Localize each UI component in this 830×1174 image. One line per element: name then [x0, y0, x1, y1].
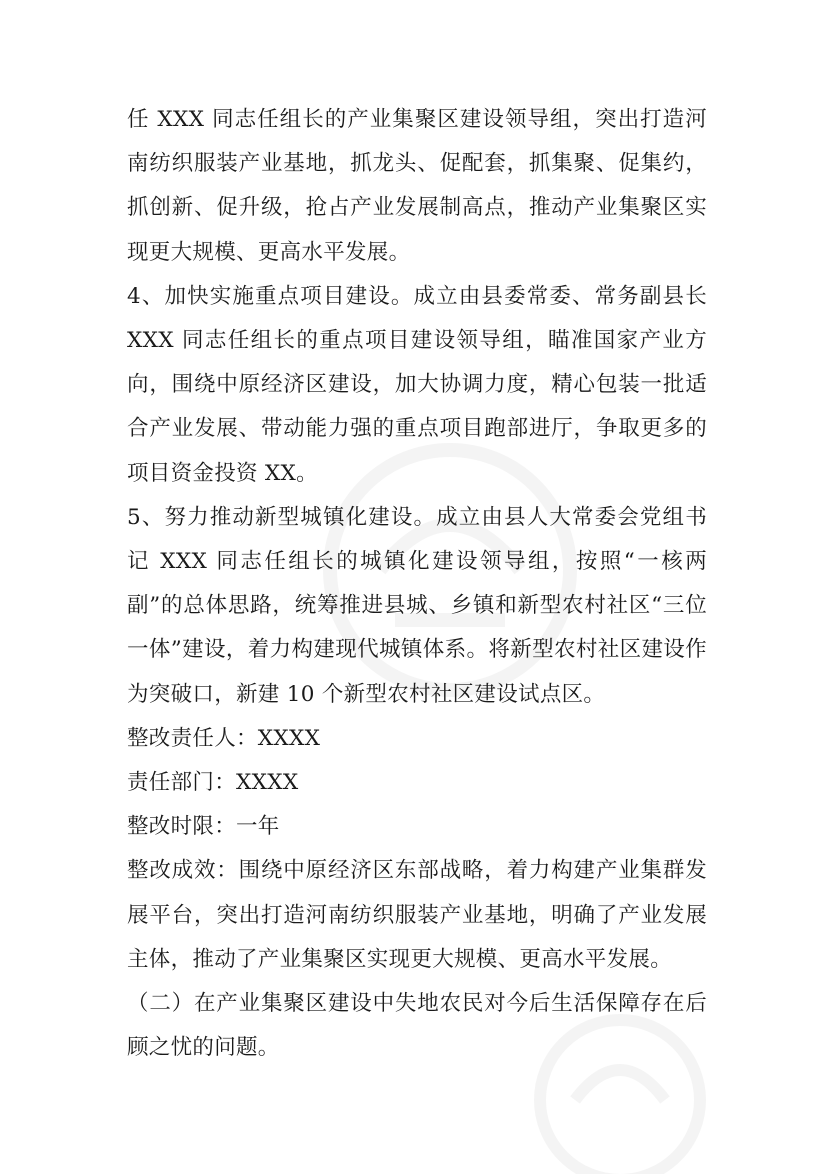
paragraph-key-projects: 4、加快实施重点项目建设。成立由县委常委、常务副县长 XXX 同志任组长的重点项目建设领导组，瞄准国家产业方向，围绕中原经济区建设，加大协调力度，精心包装一批适合产业发展、带动能力强的重点项目跑部进厅，争取更多的项目资金投资 XX。 — [127, 283, 707, 486]
responsible-department: 责任部门：XXXX — [127, 770, 299, 796]
paragraph-leadership-group: 任 XXX 同志任组长的产业集聚区建设领导组，突出打造河南纺织服装产业基地，抓龙头、促配套，抓集聚、促集约，抓创新、促升级，抢占产业发展制高点，推动产业集聚区实现更大规模、更高水平发展。 — [127, 107, 707, 265]
document-body — [127, 98, 707, 1070]
section-heading-land-loss-issue: （二）在产业集聚区建设中失地农民对今后生活保障存在后顾之忧的问题。 — [127, 991, 707, 1061]
rectification-time-limit: 整改时限：一年 — [127, 814, 280, 840]
rectification-results: 整改成效：围绕中原经济区东部战略，着力构建产业集群发展平台，突出打造河南纺织服装产业基地，明确了产业发展主体，推动了产业集聚区实现更大规模、更高水平发展。 — [127, 858, 707, 972]
rectification-responsible-person: 整改责任人：XXXX — [127, 725, 321, 751]
paragraph-urbanization: 5、努力推动新型城镇化建设。成立由县人大常委会党组书记 XXX 同志任组长的城镇化建设领导组，按照“一核两副”的总体思路，统筹推进县城、乡镇和新型农村社区“三位一体”建设，着力构建现代城镇体系。将新型农村社区建设作为突破口，新建 10 个新型农村社区建设试点区。 — [127, 504, 707, 707]
